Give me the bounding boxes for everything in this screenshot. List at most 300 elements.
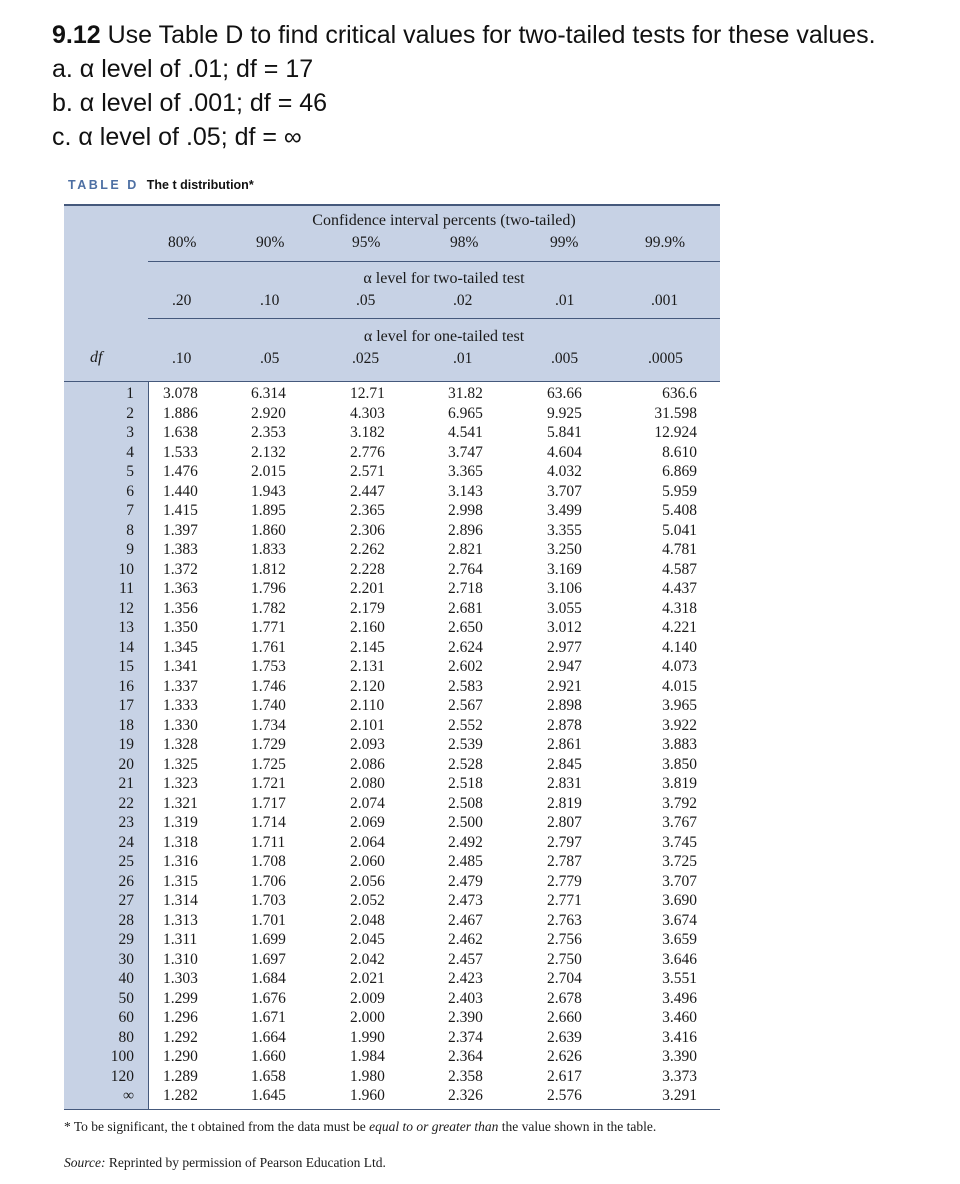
table-cell: 1.330	[163, 716, 198, 734]
table-cell: 3.460	[662, 1009, 697, 1026]
table-cell: 2.093	[350, 736, 385, 753]
table-cell: 2.771	[547, 892, 582, 909]
table-cell: 3.416	[662, 1028, 697, 1046]
table-cell: 1.415	[163, 502, 198, 519]
table-cell: 1.886	[163, 404, 198, 422]
df-column	[64, 384, 134, 1106]
table-cell: 5.408	[662, 502, 697, 519]
table-cell: 3.106	[547, 580, 582, 597]
df-value: 8	[126, 521, 134, 539]
table-cell: 2.681	[448, 599, 483, 617]
table-cell: 3.850	[662, 755, 697, 773]
two-tailed-alpha-001: .001	[651, 292, 679, 309]
table-source	[64, 1155, 724, 1171]
table-cell: 3.674	[662, 911, 697, 929]
table-cell: 1.984	[350, 1048, 385, 1065]
confidence-99: 99%	[550, 234, 579, 251]
table-cell: 1.676	[251, 989, 286, 1007]
table-cell: 2.650	[448, 619, 483, 636]
table-cell: 3.792	[662, 794, 697, 812]
table-cell: 2.069	[350, 814, 385, 831]
table-cell: 1.729	[251, 736, 286, 753]
df-value: 22	[118, 794, 134, 812]
table-cell: 2.779	[547, 872, 582, 890]
one-tailed-alpha-10: .10	[172, 350, 192, 367]
table-cell: 4.437	[662, 580, 697, 597]
table-cell: 1.315	[163, 872, 198, 890]
table-top-rule	[64, 204, 720, 206]
table-cell: 5.041	[662, 521, 697, 539]
table-cell: 1.833	[251, 541, 286, 558]
table-cell: 1.753	[251, 658, 286, 675]
df-value: 12	[118, 599, 134, 617]
table-cell: 1.313	[163, 911, 198, 929]
table-cell: 1.356	[163, 599, 198, 617]
one-tailed-header-title: α level for one-tailed test	[363, 328, 525, 345]
table-cell: 2.160	[350, 619, 385, 636]
table-cell: 2.552	[448, 716, 483, 734]
table-cell: 636.6	[662, 385, 697, 402]
table-cell: 3.373	[662, 1067, 697, 1085]
table-cell: 3.707	[662, 872, 697, 890]
table-cell: 1.717	[251, 794, 286, 812]
table-cell: 2.228	[350, 560, 385, 578]
table-cell: 1.645	[251, 1087, 286, 1104]
table-cell: 6.314	[251, 385, 286, 402]
table-cell: 1.533	[163, 443, 198, 461]
question-block	[52, 18, 952, 154]
df-value: 23	[118, 814, 134, 831]
two-tailed-alpha-10: .10	[260, 292, 280, 309]
table-cell: 2.977	[547, 638, 582, 656]
table-cell: 2.485	[448, 853, 483, 870]
table-cell: 1.721	[251, 775, 286, 792]
df-value: 40	[118, 970, 134, 987]
table-cell: 2.567	[448, 697, 483, 714]
table-cell: 3.078	[163, 385, 198, 402]
table-cell: 2.015	[251, 463, 286, 480]
question-item-a: a. α level of .01; df = 17	[52, 55, 314, 83]
source-text: Reprinted by permission of Pearson Education Ltd.	[108, 1155, 386, 1170]
table-cell: 1.684	[251, 970, 286, 987]
table-cell: 1.860	[251, 521, 286, 539]
table-cell: 4.318	[662, 599, 697, 617]
table-cell: 3.965	[662, 697, 697, 714]
table-cell: 1.740	[251, 697, 286, 714]
df-value: 27	[118, 892, 134, 909]
df-value: 30	[118, 950, 134, 968]
table-cell: 3.390	[662, 1048, 697, 1065]
table-cell: 1.943	[251, 482, 286, 500]
table-cell: 3.169	[547, 560, 582, 578]
table-cell: 3.747	[448, 443, 483, 461]
table-cell: 2.704	[547, 970, 582, 987]
table-cell: 1.319	[163, 814, 198, 831]
table-cell: 2.776	[350, 443, 385, 461]
table-cell: 1.782	[251, 599, 286, 617]
table-cell: 2.009	[350, 989, 385, 1007]
table-cell: 3.291	[662, 1087, 697, 1104]
table-cell: 2.021	[350, 970, 385, 987]
table-cell: 1.714	[251, 814, 286, 831]
table-cell: 3.725	[662, 853, 697, 870]
table-cell: 1.440	[163, 482, 198, 500]
table-cell: 2.364	[448, 1048, 483, 1065]
df-header: df	[90, 349, 103, 366]
table-cell: 3.182	[350, 424, 385, 441]
confidence-header-title: Confidence interval percents (two-tailed)	[312, 212, 576, 229]
df-value: 20	[118, 755, 134, 773]
table-cell: 2.390	[448, 1009, 483, 1026]
df-value: 16	[118, 677, 134, 695]
table-cell: 1.314	[163, 892, 198, 909]
table-cell: 4.303	[350, 404, 385, 422]
table-cell: 2.457	[448, 950, 483, 968]
df-value: 100	[110, 1048, 134, 1065]
table-cell: 6.869	[662, 463, 697, 480]
table-cell: 2.374	[448, 1028, 483, 1046]
table-cell: 2.898	[547, 697, 582, 714]
table-cell: 1.296	[163, 1009, 198, 1026]
column-80	[163, 384, 198, 1106]
table-cell: 1.638	[163, 424, 198, 441]
table-cell: 2.660	[547, 1009, 582, 1026]
table-footnote	[64, 1118, 724, 1135]
table-cell: 1.697	[251, 950, 286, 968]
df-value: 10	[118, 560, 134, 578]
df-value: 80	[118, 1028, 134, 1046]
table-cell: 2.479	[448, 872, 483, 890]
df-divider	[148, 382, 149, 1110]
table-cell: 1.960	[350, 1087, 385, 1104]
df-value: 25	[118, 853, 134, 870]
table-cell: 1.658	[251, 1067, 286, 1085]
table-cell: 1.796	[251, 580, 286, 597]
df-value: 15	[118, 658, 134, 675]
table-cell: 1.345	[163, 638, 198, 656]
table-cell: 3.499	[547, 502, 582, 519]
table-cell: 4.781	[662, 541, 697, 558]
two-tailed-alpha-05: .05	[356, 292, 376, 309]
table-cell: 1.671	[251, 1009, 286, 1026]
df-value: 2	[126, 404, 134, 422]
table-caption	[68, 178, 254, 192]
table-title: The t distribution*	[146, 178, 254, 192]
table-cell: 1.363	[163, 580, 198, 597]
t-distribution-table	[64, 204, 720, 1110]
table-cell: 2.262	[350, 541, 385, 558]
table-cell: 4.140	[662, 638, 697, 656]
table-cell: 1.292	[163, 1028, 198, 1046]
column-99	[547, 384, 582, 1106]
table-cell: 2.750	[547, 950, 582, 968]
question-prompt: Use Table D to find critical values for two-tailed tests for these values.	[107, 21, 876, 49]
table-cell: 2.358	[448, 1067, 483, 1085]
table-cell: 4.587	[662, 560, 697, 578]
table-cell: 2.064	[350, 833, 385, 851]
table-cell: 3.819	[662, 775, 697, 792]
table-label: TABLE D	[68, 178, 139, 192]
table-cell: 2.056	[350, 872, 385, 890]
table-cell: 2.878	[547, 716, 582, 734]
one-tailed-alpha-025: .025	[352, 350, 380, 367]
one-tailed-alpha-05: .05	[260, 350, 280, 367]
table-cell: 1.303	[163, 970, 198, 987]
table-cell: 8.610	[662, 443, 697, 461]
table-cell: 3.012	[547, 619, 582, 636]
confidence-90: 90%	[256, 234, 285, 251]
two-tailed-alpha-01: .01	[555, 292, 575, 309]
table-cell: 1.980	[350, 1067, 385, 1085]
table-cell: 2.110	[350, 697, 385, 714]
table-cell: 3.365	[448, 463, 483, 480]
table-cell: 2.639	[547, 1028, 582, 1046]
two-tailed-alpha-02: .02	[453, 292, 473, 309]
table-cell: 2.678	[547, 989, 582, 1007]
df-value: 50	[118, 989, 134, 1007]
table-cell: 1.316	[163, 853, 198, 870]
question-item-b: b. α level of .001; df = 46	[52, 89, 328, 117]
table-cell: 1.761	[251, 638, 286, 656]
table-cell: 2.583	[448, 677, 483, 695]
table-cell: 2.500	[448, 814, 483, 831]
table-cell: 1.282	[163, 1087, 198, 1104]
df-value: 26	[118, 872, 134, 890]
table-cell: 3.707	[547, 482, 582, 500]
table-cell: 1.341	[163, 658, 198, 675]
table-cell: 2.048	[350, 911, 385, 929]
table-cell: 3.659	[662, 931, 697, 948]
df-value: 6	[126, 482, 134, 500]
one-tailed-alpha-01: .01	[453, 350, 473, 367]
table-cell: 6.965	[448, 404, 483, 422]
table-cell: 1.701	[251, 911, 286, 929]
table-cell: 1.350	[163, 619, 198, 636]
table-cell: 1.734	[251, 716, 286, 734]
table-cell: 2.060	[350, 853, 385, 870]
df-value: 28	[118, 911, 134, 929]
table-cell: 1.299	[163, 989, 198, 1007]
table-cell: 2.763	[547, 911, 582, 929]
table-cell: 1.703	[251, 892, 286, 909]
table-cell: 2.403	[448, 989, 483, 1007]
table-cell: 2.602	[448, 658, 483, 675]
table-cell: 2.473	[448, 892, 483, 909]
table-cell: 2.423	[448, 970, 483, 987]
one-tailed-alpha-0005: .0005	[648, 350, 683, 367]
table-cell: 2.576	[547, 1087, 582, 1104]
df-value: 13	[118, 619, 134, 636]
table-cell: 2.539	[448, 736, 483, 753]
question-item-c: c. α level of .05; df = ∞	[52, 123, 302, 151]
table-cell: 4.073	[662, 658, 697, 675]
confidence-99-9: 99.9%	[645, 234, 686, 251]
table-cell: 2.807	[547, 814, 582, 831]
header-background	[64, 204, 720, 382]
table-cell: 2.819	[547, 794, 582, 812]
table-cell: 1.699	[251, 931, 286, 948]
header-rule-2	[148, 318, 720, 319]
table-cell: 2.467	[448, 911, 483, 929]
table-cell: 3.646	[662, 950, 697, 968]
df-value: 24	[118, 833, 134, 851]
table-cell: 2.132	[251, 443, 286, 461]
df-value: 9	[126, 541, 134, 558]
df-value: 5	[126, 463, 134, 480]
table-cell: 63.66	[547, 385, 582, 402]
df-value: 18	[118, 716, 134, 734]
table-cell: 2.920	[251, 404, 286, 422]
footnote-text-end: the value shown in the table.	[498, 1119, 657, 1134]
confidence-80: 80%	[168, 234, 197, 251]
table-cell: 2.326	[448, 1087, 483, 1104]
table-cell: 12.924	[654, 424, 697, 441]
table-cell: 2.447	[350, 482, 385, 500]
table-cell: 2.508	[448, 794, 483, 812]
table-cell: 2.045	[350, 931, 385, 948]
table-cell: 1.323	[163, 775, 198, 792]
table-cell: 1.725	[251, 755, 286, 773]
df-value: 11	[119, 580, 134, 597]
table-cell: 9.925	[547, 404, 582, 422]
table-cell: 1.895	[251, 502, 286, 519]
table-cell: 3.883	[662, 736, 697, 753]
table-cell: 3.551	[662, 970, 697, 987]
table-cell: 3.745	[662, 833, 697, 851]
table-cell: 2.896	[448, 521, 483, 539]
table-cell: 1.708	[251, 853, 286, 870]
table-cell: 1.383	[163, 541, 198, 558]
table-cell: 1.397	[163, 521, 198, 539]
table-cell: 3.143	[448, 482, 483, 500]
df-value: 120	[110, 1067, 134, 1085]
table-cell: 1.333	[163, 697, 198, 714]
table-cell: 2.080	[350, 775, 385, 792]
question-number: 9.12	[52, 21, 101, 49]
source-label: Source:	[64, 1155, 106, 1170]
table-cell: 2.861	[547, 736, 582, 753]
df-value: 7	[126, 502, 134, 519]
two-tailed-alpha-20: .20	[172, 292, 192, 309]
table-cell: 1.328	[163, 736, 198, 753]
table-cell: 31.82	[448, 385, 483, 402]
table-cell: 2.624	[448, 638, 483, 656]
header-bottom-rule	[64, 381, 720, 382]
table-cell: 31.598	[654, 404, 697, 422]
table-cell: 2.179	[350, 599, 385, 617]
table-cell: 2.462	[448, 931, 483, 948]
table-cell: 5.841	[547, 424, 582, 441]
table-cell: 2.353	[251, 424, 286, 441]
table-cell: 4.032	[547, 463, 582, 480]
table-cell: 1.321	[163, 794, 198, 812]
table-cell: 3.355	[547, 521, 582, 539]
table-cell: 2.492	[448, 833, 483, 851]
table-cell: 1.711	[251, 833, 286, 851]
table-cell: 3.055	[547, 599, 582, 617]
table-cell: 2.518	[448, 775, 483, 792]
table-cell: 1.664	[251, 1028, 286, 1046]
table-cell: 2.797	[547, 833, 582, 851]
footnote-text-start: * To be significant, the t obtained from the data must be	[64, 1119, 370, 1134]
table-cell: 2.764	[448, 560, 483, 578]
two-tailed-header-title: α level for two-tailed test	[363, 270, 525, 287]
table-cell: 12.71	[350, 385, 385, 402]
table-cell: 4.221	[662, 619, 697, 636]
table-cell: 2.718	[448, 580, 483, 597]
table-cell: 2.074	[350, 794, 385, 812]
df-value: 14	[118, 638, 134, 656]
df-value: 17	[118, 697, 134, 714]
table-cell: 1.289	[163, 1067, 198, 1085]
df-value: 21	[118, 775, 134, 792]
table-cell: 4.604	[547, 443, 582, 461]
table-cell: 1.337	[163, 677, 198, 695]
column-99-9	[624, 384, 697, 1106]
column-98	[448, 384, 483, 1106]
table-cell: 3.250	[547, 541, 582, 558]
df-value: ∞	[122, 1087, 134, 1104]
table-cell: 2.921	[547, 677, 582, 695]
table-cell: 2.365	[350, 502, 385, 519]
table-cell: 2.131	[350, 658, 385, 675]
one-tailed-alpha-005: .005	[551, 350, 579, 367]
table-cell: 1.746	[251, 677, 286, 695]
table-cell: 2.145	[350, 638, 385, 656]
table-cell: 2.528	[448, 755, 483, 773]
table-cell: 1.990	[350, 1028, 385, 1046]
table-cell: 2.831	[547, 775, 582, 792]
df-value: 19	[118, 736, 134, 753]
table-cell: 2.756	[547, 931, 582, 948]
question-line	[52, 18, 952, 52]
table-cell: 4.015	[662, 677, 697, 695]
table-cell: 2.306	[350, 521, 385, 539]
table-cell: 2.120	[350, 677, 385, 695]
table-cell: 2.101	[350, 716, 385, 734]
table-cell: 5.959	[662, 482, 697, 500]
table-cell: 1.310	[163, 950, 198, 968]
df-value: 1	[126, 385, 134, 402]
header-rule-1	[148, 261, 720, 262]
table-cell: 1.311	[163, 931, 198, 948]
confidence-98: 98%	[450, 234, 479, 251]
table-cell: 2.086	[350, 755, 385, 773]
df-value: 3	[126, 424, 134, 441]
table-cell: 1.771	[251, 619, 286, 636]
table-cell: 1.660	[251, 1048, 286, 1065]
table-cell: 1.706	[251, 872, 286, 890]
table-cell: 2.845	[547, 755, 582, 773]
table-cell: 1.318	[163, 833, 198, 851]
table-cell: 2.787	[547, 853, 582, 870]
table-cell: 3.767	[662, 814, 697, 831]
table-cell: 3.690	[662, 892, 697, 909]
column-90	[251, 384, 286, 1106]
table-cell: 2.947	[547, 658, 582, 675]
footnote-emphasis: equal to or greater than	[369, 1119, 499, 1134]
table-cell: 2.617	[547, 1067, 582, 1085]
table-cell: 1.476	[163, 463, 198, 480]
table-cell: 1.372	[163, 560, 198, 578]
table-cell: 2.000	[350, 1009, 385, 1026]
table-cell: 2.626	[547, 1048, 582, 1065]
table-cell: 2.052	[350, 892, 385, 909]
table-cell: 1.290	[163, 1048, 198, 1065]
table-cell: 1.812	[251, 560, 286, 578]
table-cell: 2.042	[350, 950, 385, 968]
table-cell: 3.496	[662, 989, 697, 1007]
